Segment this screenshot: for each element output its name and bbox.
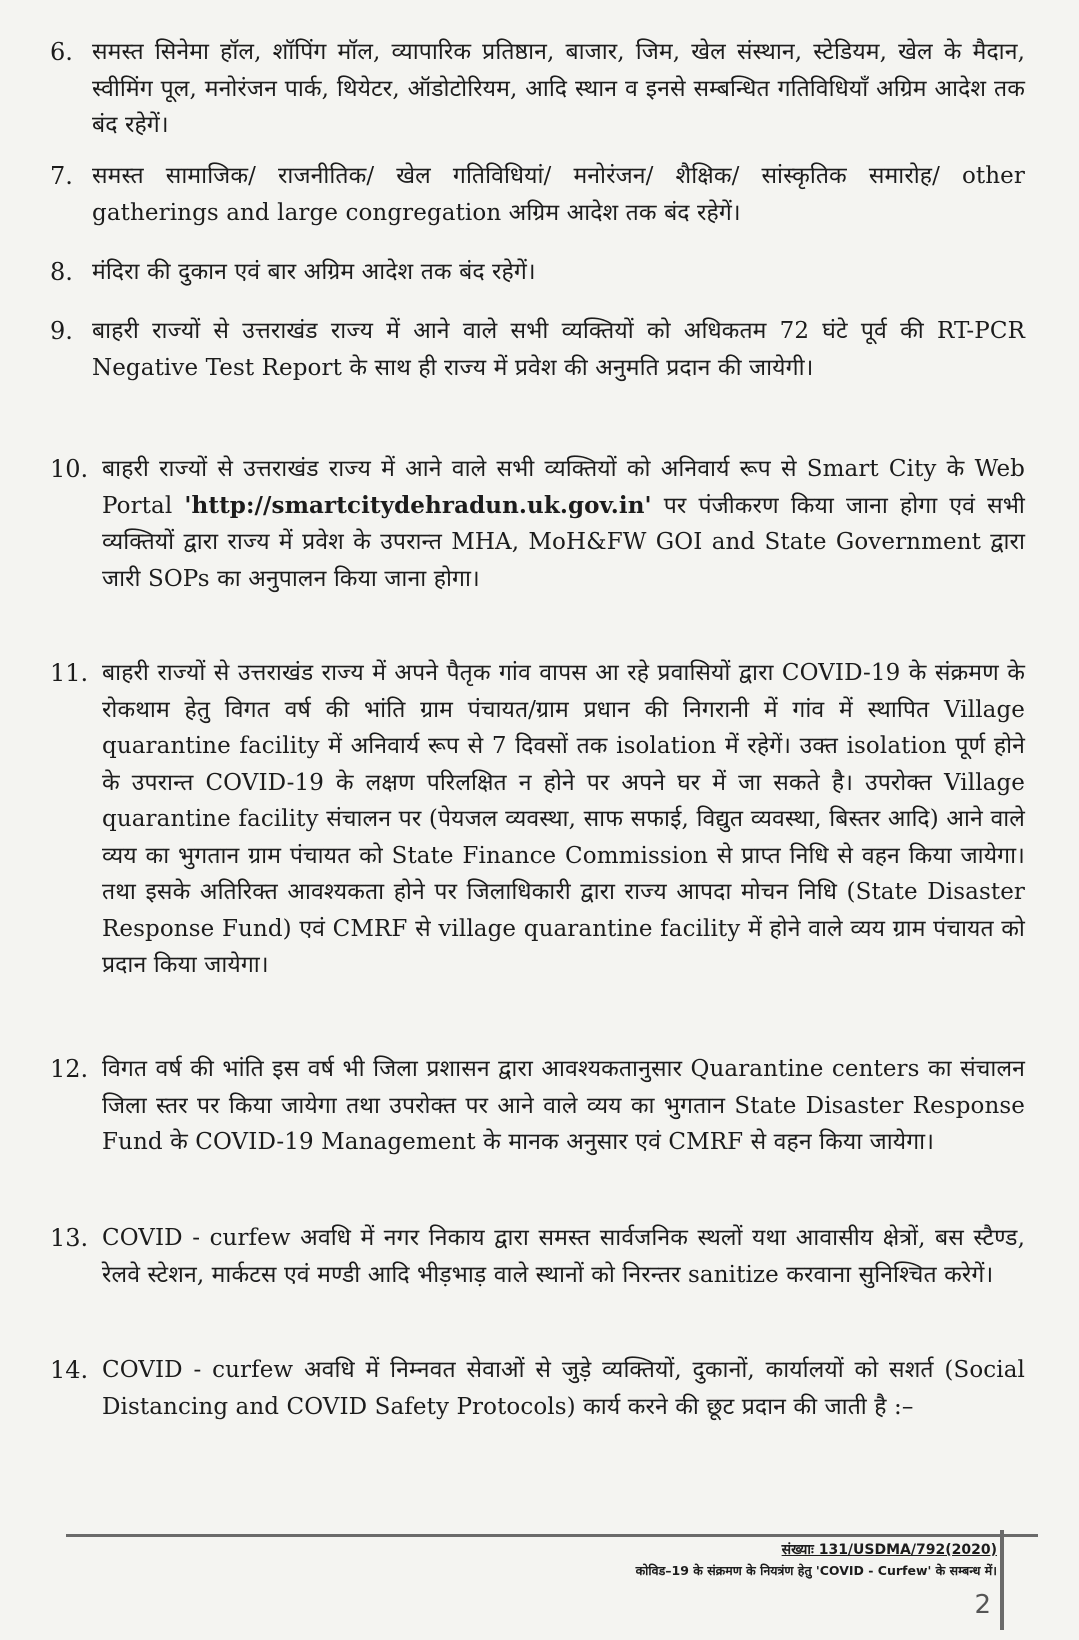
item-number: 6. — [50, 38, 73, 66]
item-number: 8. — [50, 258, 73, 286]
item-text-part: पर पंजीकरण किया जाना होगा एवं सभी व्यक्तियों द्वारा राज्य में प्रवेश के उपरान्त MHA, MoH&FW GOI and State Government द्वारा जारी SOPs का अनुपालन किया जाना होगा। — [102, 492, 1025, 592]
item-text: विगत वर्ष की भांति इस वर्ष भी जिला प्रशासन द्वारा आवश्यकतानुसार Quarantine centers का संचालन जिला स्तर पर किया जायेगा तथा उपरोक्त पर आने वाले व्यय का भुगतान State Disaster Response Fund के COVID-19 Management के मानक अनुसार एवं CMRF से वहन किया जायेगा। — [102, 1056, 1025, 1155]
item-text: समस्त सामाजिक/ राजनीतिक/ खेल गतिविधियां/ मनोरंजन/ शैक्षिक/ सांस्कृतिक समारोह/ other gatherings and large congregation अग्रिम आदेश तक बंद रहेगें। — [92, 163, 1025, 226]
list-item-14 — [50, 1352, 1025, 1425]
footer-margin-line — [1000, 1530, 1004, 1630]
list-item-10 — [50, 451, 1025, 597]
item-text: बाहरी राज्यों से उत्तराखंड राज्य में अपने पैतृक गांव वापस आ रहे प्रवासियों द्वारा COVID-19 के संक्रमण के रोकथाम हेतु विगत वर्ष की भांति ग्राम पंचायत/ग्राम प्रधान की निगरानी में गांव में स्थापित Village quarantine facility में अनिवार्य रूप से 7 दिवसों तक isolation में रहेगें। उक्त isolation पूर्ण होने के उपरान्त COVID-19 के लक्षण परिलक्षित न होने पर अपने घर में जा सकते है। उपरोक्त Village quarantine facility संचालन पर (पेयजल व्यवस्था, साफ सफाई, विद्युत व्यवस्था, बिस्तर आदि) आने वाले व्यय का भुगतान ग्राम पंचायत को State Finance Commission से प्राप्त निधि से वहन किया जायेगा। तथा इसके अतिरिक्त आवश्यकता होने पर जिलाधिकारी द्वारा राज्य आपदा मोचन निधि (State Disaster Response Fund) एवं CMRF से village quarantine facility में होने वाले व्यय ग्राम पंचायत को प्रदान किया जायेगा। — [102, 660, 1025, 978]
item-number: 7. — [50, 162, 73, 190]
list-item-9 — [50, 313, 1025, 386]
item-text: COVID - curfew अवधि में निम्नवत सेवाओं से जुड़े व्यक्तियों, दुकानों, कार्यालयों को सशर्त (Social Distancing and COVID Safety Protocols) कार्य करने की छूट प्रदान की जाती है :– — [102, 1357, 1025, 1420]
list-item-8 — [50, 254, 1025, 291]
item-number: 10. — [50, 455, 89, 483]
item-number: 14. — [50, 1356, 89, 1384]
footer-reference-number: संख्याः 131/USDMA/792(2020) — [781, 1542, 997, 1558]
item-number: 12. — [50, 1055, 89, 1083]
list-item-11 — [50, 655, 1025, 984]
item-text: समस्त सिनेमा हॉल, शॉपिंग मॉल, व्यापारिक प्रतिष्ठान, बाजार, जिम, खेल संस्थान, स्टेडियम, खेल के मैदान, स्वीमिंग पूल, मनोरंजन पार्क, थियेटर, ऑडोटोरियम, आदि स्थान व इनसे सम्बन्धित गतिविधियाँ अग्रिम आदेश तक बंद रहेगें। — [92, 39, 1025, 138]
item-text: बाहरी राज्यों से उत्तराखंड राज्य में आने वाले सभी व्यक्तियों को अधिकतम 72 घंटे पूर्व की RT-PCR Negative Test Report के साथ ही राज्य में प्रवेश की अनुमति प्रदान की जायेगी। — [92, 318, 1025, 381]
item-text — [102, 451, 1025, 597]
item-text-part: बाहरी राज्यों से उत्तराखंड राज्य में आने वाले सभी व्यक्तियों को अनिवार्य रूप से Smart City के Web Portal — [102, 456, 1025, 519]
item-number: 9. — [50, 317, 73, 345]
footer-divider — [66, 1534, 1038, 1537]
list-item-7 — [50, 158, 1025, 231]
list-item-6 — [50, 34, 1025, 144]
smart-city-portal-link[interactable]: 'http://smartcitydehradun.uk.gov.in' — [184, 491, 652, 519]
list-item-13 — [50, 1220, 1025, 1293]
item-text: COVID - curfew अवधि में नगर निकाय द्वारा समस्त सार्वजनिक स्थलों यथा आवासीय क्षेत्रों, बस स्टैण्ड, रेलवे स्टेशन, मार्कटस एवं मण्डी आदि भीड़भाड़ वाले स्थानों को निरन्तर sanitize करवाना सुनिश्चित करेगें। — [102, 1225, 1025, 1288]
item-number: 13. — [50, 1224, 89, 1252]
item-text: मंदिरा की दुकान एवं बार अग्रिम आदेश तक बंद रहेगें। — [92, 259, 536, 285]
list-item-12 — [50, 1051, 1025, 1161]
item-number: 11. — [50, 659, 89, 687]
page-number: 2 — [974, 1590, 991, 1620]
footer-subject-line: कोविड–19 के संक्रमण के नियत्रंण हेतु 'COVID - Curfew' के सम्बन्ध में। — [635, 1563, 997, 1578]
